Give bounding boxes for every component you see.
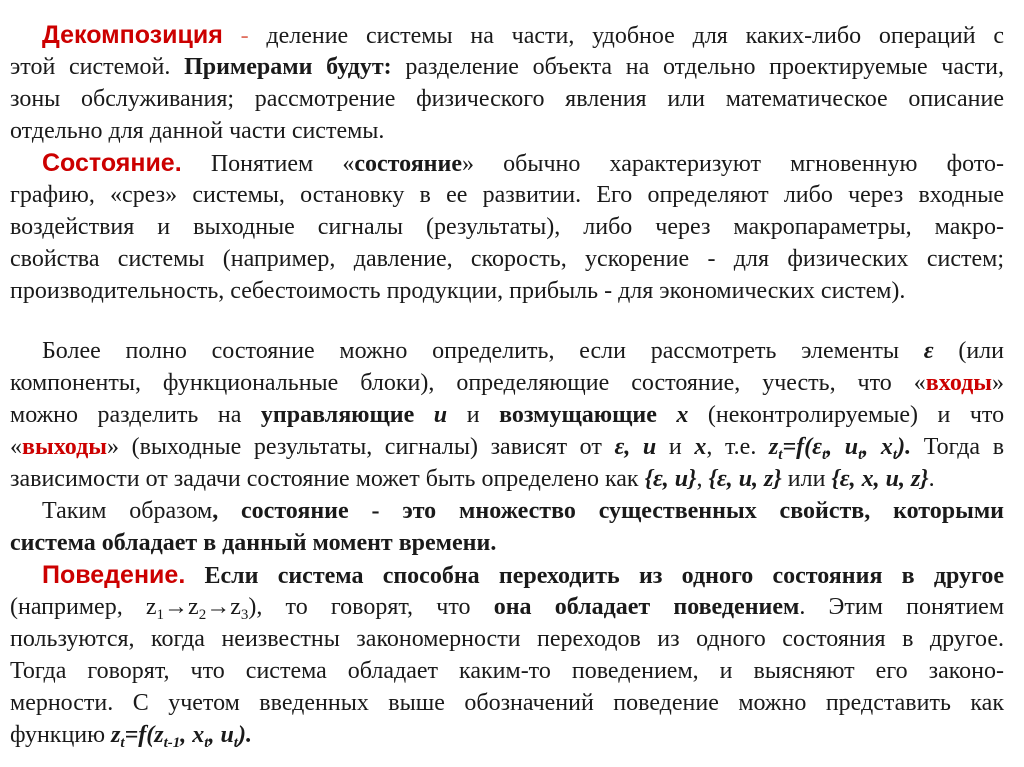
p3-line-2: компоненты, функциональные блоки), определяющие состояние, учесть, что «входы»: [10, 370, 1004, 396]
p5-line-6: функцию $z_t=f(z_{t-1}$, $x_t$, $u_t$).: [10, 722, 252, 751]
behavior-formula: $z_t=f(z_{t-1}$, $x_t$, $u_t$).: [111, 722, 252, 751]
p3-line-3: можно разделить на управляющие u и возмущающие x (неконтролируемые) и что: [10, 402, 1005, 428]
state-term: Состояние.: [42, 149, 182, 177]
p1-line-1: Декомпозиция - деление системы на части, удобное для каких-либо операций с: [42, 21, 1004, 49]
p2-line-3: воздействия и выходные сигналы (результаты), либо через макропараметры, макро-: [10, 214, 1004, 240]
p5-line-1: Поведение. Если система способна переходить из одного состояния в другое: [42, 561, 1004, 589]
p2-line-5: производительность, себестоимость продукции, прибыль - для экономических систем).: [10, 278, 906, 304]
transition-chain: (например, $z_1\to z_2\to z_3$: [10, 594, 249, 623]
p1-line-3: зоны обслуживания; рассмотрение физического явления или математическое описание: [10, 86, 1004, 112]
decomposition-term: Декомпозиция: [42, 21, 223, 49]
p3-line-5: зависимости от задачи состояние может быть определено как {ε, u}, {ε, u, z} или {ε, x, u, z}.: [10, 466, 935, 492]
p5-line-4: Тогда говорят, что система обладает каким-то поведением, и выясняют его законо-: [10, 658, 1004, 684]
behavior-term: Поведение.: [42, 561, 186, 589]
p2-line-4: свойства системы (например, давление, скорость, ускорение - для физических систем;: [10, 246, 1004, 272]
p4-line-2: система обладает в данный момент времени.: [10, 530, 497, 556]
p3-line-4: «выходы» (выходные результаты, сигналы) зависят от ε, u и x, т.е. $z_t=f(\varepsilon_t$, $u_t$, $x_t$). Тогда в: [10, 434, 1005, 463]
p5-line-2: (например, $z_1\to z_2\to z_3$), то говорят, что она обладает поведением. Этим понятием: [10, 594, 1005, 623]
p5-line-5: мерности. С учетом введенных выше обозначений поведение можно представить как: [10, 690, 1004, 716]
p2-line-1: Состояние. Понятием «состояние» обычно характеризуют мгновенную фото-: [42, 149, 1004, 177]
state-formula: $z_t=f(\varepsilon_t$, $u_t$, $x_t$).: [768, 434, 912, 463]
p2-line-2: графию, «срез» системы, остановку в ее развитии. Его определяют либо через входные: [10, 182, 1004, 208]
p4-line-1: Таким образом, состояние - это множество существенных свойств, которыми: [42, 498, 1004, 524]
p3-line-1: Более полно состояние можно определить, если рассмотреть элементы ε (или: [42, 338, 1004, 364]
p5-line-3: пользуются, когда неизвестны закономерности переходов из одного состояния в другое.: [10, 626, 1004, 652]
p1-line-2: этой системой. Примерами будут: разделение объекта на отдельно проектируемые части,: [10, 54, 1005, 80]
p1-line-4: отдельно для данной части системы.: [10, 118, 385, 144]
